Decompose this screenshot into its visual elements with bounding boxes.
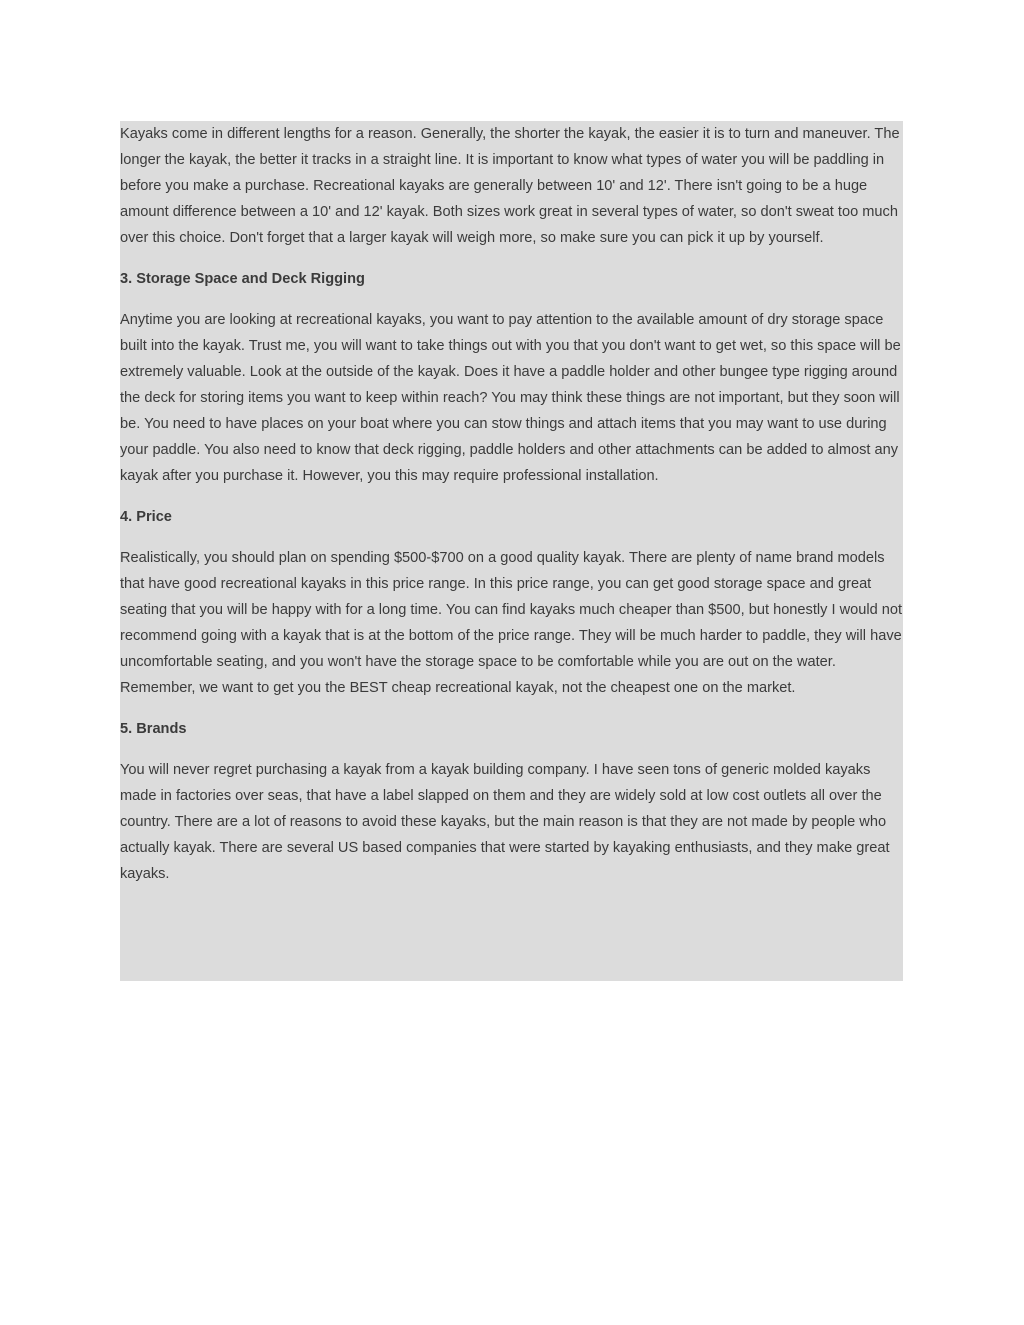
section-heading-storage: 3. Storage Space and Deck Rigging — [120, 271, 365, 287]
paragraph-price: Realistically, you should plan on spending $500-$700 on a good quality kayak. There are plenty of name brand models that have good recreational kayaks in this price range. In this price range, you can get good storage space and great seating that you will be happy with for a long time. You can find kayaks much cheaper than $500, but honestly I would not recommend going with a kayak that is at the bottom of the price range. They will be much harder to paddle, they will have uncomfortable seating, and you won't have the storage space to be comfortable while you are out on the water. Remember, we want to get you the BEST cheap recreational kayak, not the cheapest one on the market. — [120, 550, 903, 696]
section-heading-price: 4. Price — [120, 509, 172, 525]
paragraph-brands: You will never regret purchasing a kayak from a kayak building company. I have seen tons of generic molded kayaks made in factories over seas, that have a label slapped on them and they are widely sold at low cost outlets all over the country. There are a lot of reasons to avoid these kayaks, but the main reason is that they are not made by people who actually kayak. There are several US based companies that were started by kayaking enthusiasts, and they make great kayaks. — [120, 762, 890, 882]
section-heading-brands: 5. Brands — [120, 721, 187, 737]
paragraph-storage: Anytime you are looking at recreational kayaks, you want to pay attention to the available amount of dry storage space built into the kayak. Trust me, you will want to take things out with you that you don't want to get wet, so this space will be extremely valuable. Look at the outside of the kayak. Does it have a paddle holder and other bungee type rigging around the deck for storing items you want to keep within reach? You may think these things are not important, but they soon will be. You need to have places on your boat where you can stow things and attach items that you may want to use during your paddle. You also need to know that deck rigging, paddle holders and other attachments can be added to almost any kayak after you purchase it. However, you this may require professional installation. — [120, 312, 901, 484]
paragraph-length-intro: Kayaks come in different lengths for a reason. Generally, the shorter the kayak, the easier it is to turn and maneuver. The longer the kayak, the better it tracks in a straight line. It is important to know what types of water you will be paddling in before you make a purchase. Recreational kayaks are generally between 10' and 12'. There isn't going to be a huge amount difference between a 10' and 12' kayak. Both sizes work great in several types of water, so don't sweat too much over this choice. Don't forget that a larger kayak will weigh more, so make sure you can pick it up by yourself. — [120, 126, 900, 246]
highlighted-content-block — [120, 121, 903, 981]
